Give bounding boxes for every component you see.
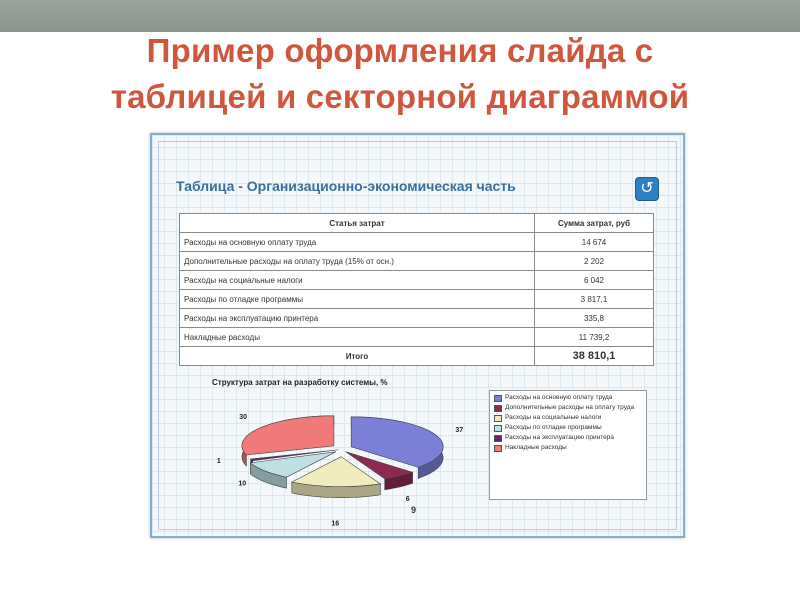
cost-table — [179, 213, 654, 366]
cost-item-value: 2 202 — [535, 252, 654, 271]
pie-data-label: 16 — [331, 520, 340, 528]
embedded-slide-heading: Таблица - Организационно-экономическая часть — [176, 178, 516, 194]
pie-data-label: 6 — [405, 495, 410, 503]
cost-table-header-row — [180, 214, 654, 233]
cost-item-value: 335,8 — [535, 309, 654, 328]
legend-label: Расходы по отладке программы — [505, 424, 602, 431]
cost-item-label: Расходы на основную оплату труда — [180, 233, 535, 252]
legend-item — [494, 434, 642, 442]
cost-table-header-item: Статья затрат — [180, 214, 535, 233]
legend-swatch — [494, 445, 502, 452]
table-row — [180, 271, 654, 290]
legend-item — [494, 424, 642, 432]
return-arrow-icon[interactable]: ↺ — [635, 177, 659, 201]
total-label: Итого — [180, 347, 535, 366]
legend-item — [494, 444, 642, 452]
cost-item-value: 11 739,2 — [535, 328, 654, 347]
slide-title-line-2: таблицей и секторной диаграммой — [110, 78, 690, 115]
cost-item-label: Расходы на социальные налоги — [180, 271, 535, 290]
pie-data-label: 1 — [216, 457, 221, 465]
table-row — [180, 328, 654, 347]
table-row — [180, 252, 654, 271]
slide-title-line-1: Пример оформления слайда с — [146, 32, 654, 69]
total-row — [180, 347, 654, 366]
legend-item — [494, 414, 642, 422]
cost-item-label: Расходы на эксплуатацию принтера — [180, 309, 535, 328]
legend-swatch — [494, 395, 502, 402]
legend-swatch — [494, 405, 502, 412]
cost-item-value: 6 042 — [535, 271, 654, 290]
table-row — [180, 290, 654, 309]
legend-item — [494, 404, 642, 412]
legend-label: Дополнительные расходы на оплату труда — [505, 404, 635, 411]
chart-title: Структура затрат на разработку системы, % — [212, 378, 388, 387]
chart-legend — [489, 390, 647, 500]
legend-item — [494, 394, 642, 402]
pie-data-label: 37 — [455, 426, 464, 434]
total-value: 38 810,1 — [535, 347, 654, 366]
pie-chart — [212, 397, 482, 528]
table-row — [180, 233, 654, 252]
cost-table-header-amount: Сумма затрат, руб — [535, 214, 654, 233]
embedded-slide-image — [150, 133, 685, 538]
table-row — [180, 309, 654, 328]
cost-item-label: Дополнительные расходы на оплату труда (15% от осн.) — [180, 252, 535, 271]
legend-label: Расходы на социальные налоги — [505, 414, 602, 421]
legend-swatch — [494, 435, 502, 442]
legend-label: Расходы на эксплуатацию принтера — [505, 434, 615, 441]
cost-item-label: Расходы по отладке программы — [180, 290, 535, 309]
slide-title — [0, 28, 800, 120]
legend-label: Накладные расходы — [505, 444, 567, 451]
cost-item-value: 3 817,1 — [535, 290, 654, 309]
legend-swatch — [494, 415, 502, 422]
page-number: 9 — [411, 505, 417, 515]
legend-swatch — [494, 425, 502, 432]
pie-data-label: 10 — [238, 480, 247, 488]
pie-data-label: 30 — [239, 413, 247, 421]
cost-item-label: Накладные расходы — [180, 328, 535, 347]
cost-item-value: 14 674 — [535, 233, 654, 252]
legend-label: Расходы на основную оплату труда — [505, 394, 613, 401]
